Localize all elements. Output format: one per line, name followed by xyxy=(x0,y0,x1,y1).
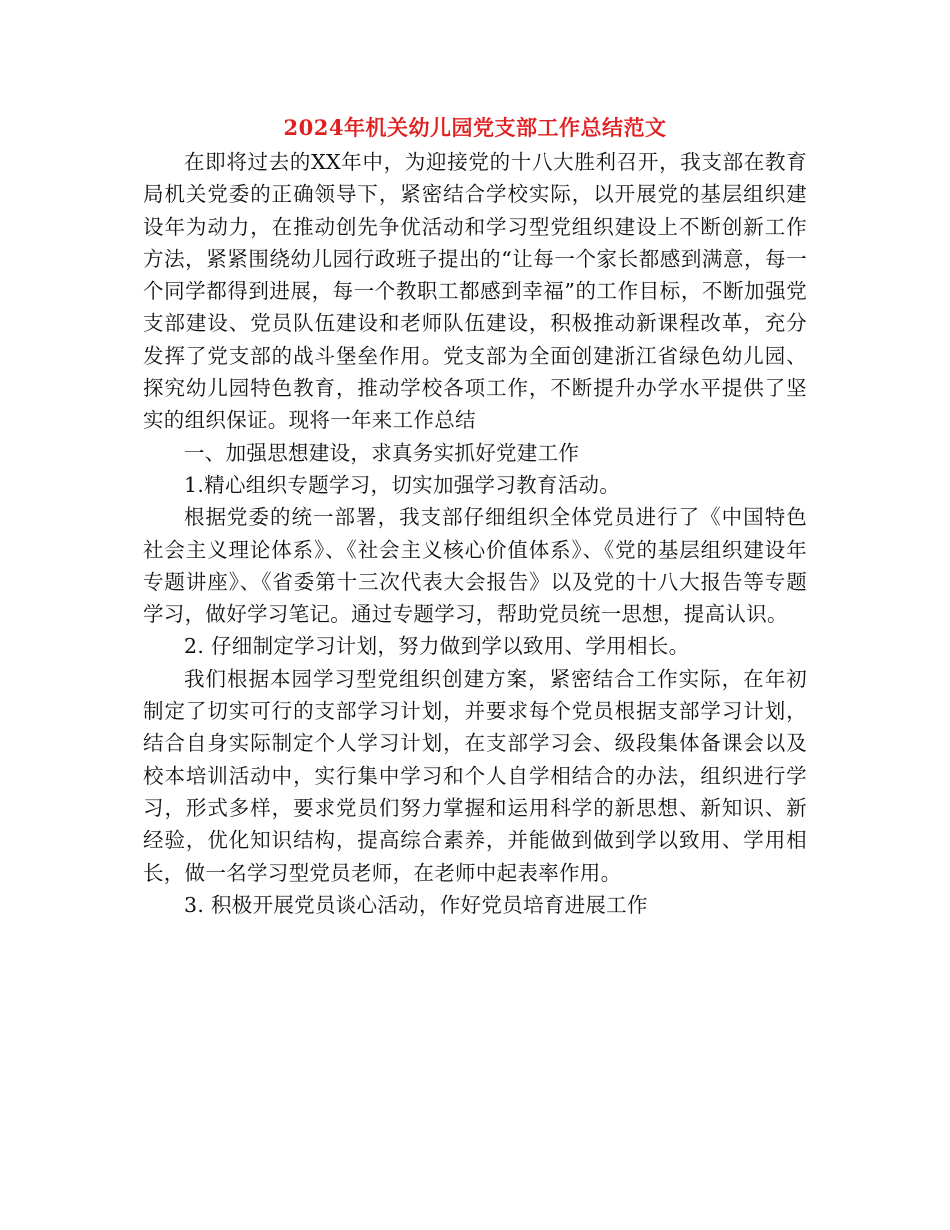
body-paragraph-2: 我们根据本园学习型党组织创建方案，紧密结合工作实际，在年初制定了切实可行的支部学习计划，并要求每个党员根据支部学习计划，结合自身实际制定个人学习计划，在支部学习会、级段集体备课会以及校本培训活动中，实行集中学习和个人自学相结合的办法，组织进行学习，形式多样，要求党员们努力掌握和运用科学的新思想、新知识、新经验，优化知识结构，提高综合素养，并能做到做到学以致用、学用相长，做一名学习型党员老师，在老师中起表率作用。 xyxy=(143,666,807,885)
document-title: 2024年机关幼儿园党支部工作总结范文 xyxy=(283,115,667,140)
subsection-heading-1: 1.精心组织专题学习，切实加强学习教育活动。 xyxy=(184,472,621,497)
intro-paragraph: 在即将过去的XX年中，为迎接党的十八大胜利召开，我支部在教育局机关党委的正确领导下，紧密结合学校实际，以开展党的基层组织建设年为动力，在推动创先争优活动和学习型党组织建设上不断创新工作方法，紧紧围绕幼儿园行政班子提出的“让每一个家长都感到满意，每一个同学都得到进展，每一个教职工都感到幸福”的工作目标，不断加强党支部建设、党员队伍建设和老师队伍建设，积极推动新课程改革，充分发挥了党支部的战斗堡垒作用。党支部为全面创建浙江省绿色幼儿园、探究幼儿园特色教育，推动学校各项工作，不断提升办学水平提供了坚实的组织保证。现将一年来工作总结 xyxy=(143,150,807,433)
section-heading-1: 一、加强思想建设，求真务实抓好党建工作 xyxy=(184,440,580,465)
subsection-heading-3: 3. 积极开展党员谈心活动，作好党员培育进展工作 xyxy=(184,892,648,917)
body-paragraph-1: 根据党委的统一部署，我支部仔细组织全体党员进行了《中国特色社会主义理论体系》、《社会主义核心价值体系》、《党的基层组织建设年专题讲座》、《省委第十三次代表大会报告》以及党的十八大报告等专题学习，做好学习笔记。通过专题学习，帮助党员统一思想，提高认识。 xyxy=(143,505,807,627)
document-page xyxy=(143,110,807,921)
subsection-heading-2: 2. 仔细制定学习计划，努力做到学以致用、学用相长。 xyxy=(184,634,690,659)
